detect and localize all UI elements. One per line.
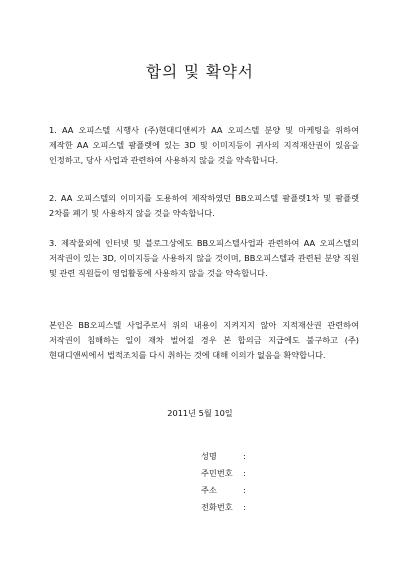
document-date: 2011년 5월 10일 [167,408,233,418]
address-label: 주소 [201,485,217,495]
signature-field-address [201,482,246,499]
name-colon: : [243,451,246,461]
name-label: 성명 [201,451,217,461]
document-title: 합의 및 확약서 [146,63,254,81]
signature-field-name [201,448,246,465]
resident-number-colon: : [243,468,246,478]
phone-colon: : [243,502,246,512]
clause-2: 2. AA 오피스텔의 이미지를 도용하여 제작하였던 BB오피스텔 팜플렛1차 및 팜플렛 2차를 폐기 및 사용하지 않을 것을 약속합니다. [49,193,359,218]
signature-block [201,448,246,516]
clause-3: 3. 제작물외에 인터넷 및 블로그상에도 BB오피스텔사업과 관련하여 AA 오피스텔의 저작권이 있는 3D, 이미지등을 사용하지 않을 것이며, BB오피스텔과 관련된 분양 직원 및 관련 직원들이 영업활동에 사용하지 않을 것을 약속합니다. [49,238,359,278]
resident-number-label: 주민번호 [201,468,233,478]
clause-1: 1. AA 오피스텔 시행사 (주)현대디앤씨가 AA 오피스텔 분양 및 마케팅을 위하여 제작한 AA 오피스텔 팜플렛에 있는 3D 및 이미지등이 귀사의 지적재산권이 있음을 인정하고, 당사 사업과 관련하여 사용하지 않을 것을 약속합니다. [49,125,359,165]
phone-label: 전화번호 [201,502,233,512]
address-colon: : [243,485,246,495]
signature-field-resident-number [201,465,246,482]
commitment-statement: 본인은 BB오피스텔 사업주로서 위의 내용이 지켜지지 않아 지적재산권 관련하여 저작권이 침해하는 일이 재차 벌어질 경우 본 합의금 지급에도 불구하고 (주)현대디앤씨에서 법적조치를 다시 취하는 것에 대해 이의가 없음을 확약합니다. [49,320,359,360]
signature-field-phone [201,499,246,516]
